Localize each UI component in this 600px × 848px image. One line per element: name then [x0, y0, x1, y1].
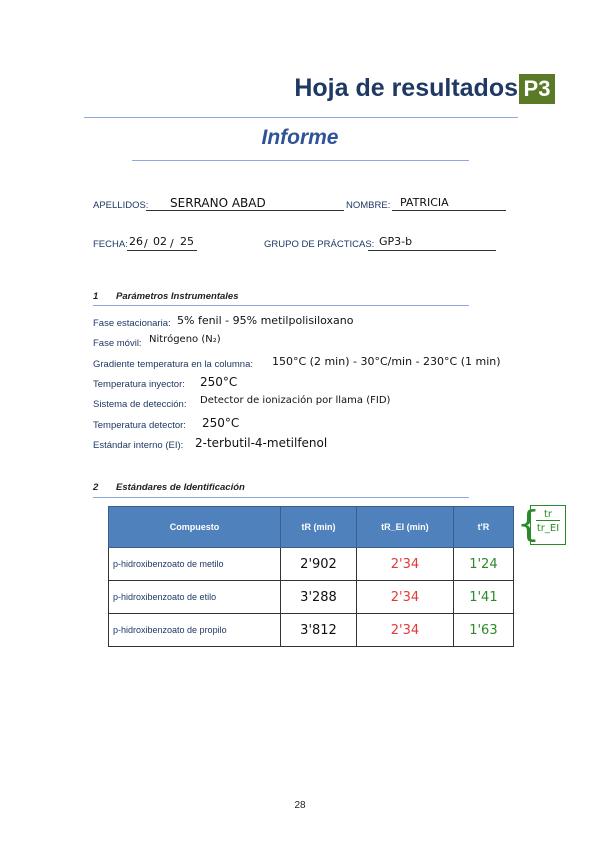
fecha-month[interactable]: 02: [153, 235, 167, 248]
compound-name: p-hidroxibenzoato de etilo: [109, 581, 281, 614]
col-header-tr: tR (min): [281, 507, 357, 548]
apellidos-value[interactable]: SERRANO ABAD: [170, 196, 266, 210]
param-value-gradiente[interactable]: 150°C (2 min) - 30°C/min - 230°C (1 min): [272, 355, 501, 368]
fecha-line: [127, 250, 197, 251]
param-label-temp-detector: Temperatura detector:: [93, 420, 186, 431]
tr-ei-value[interactable]: 2'34: [357, 548, 454, 581]
section-2-title: Estándares de Identificación: [116, 482, 245, 493]
compound-name: p-hidroxibenzoato de metilo: [109, 548, 281, 581]
tr-ei-value[interactable]: 2'34: [357, 581, 454, 614]
nombre-line: [392, 210, 506, 211]
param-label-gradiente: Gradiente temperatura en la columna:: [93, 359, 254, 370]
section-1-divider: [93, 305, 469, 306]
tr-value[interactable]: 2'902: [281, 548, 357, 581]
formula-denominator: tr_EI: [536, 523, 560, 534]
fecha-sep-2: /: [170, 237, 174, 250]
fecha-label: FECHA:: [93, 239, 128, 250]
brace-icon: {: [517, 504, 540, 545]
fecha-day[interactable]: 26: [129, 235, 143, 248]
identification-table: [108, 506, 514, 647]
table-row: [109, 548, 514, 581]
grupo-line: [368, 250, 496, 251]
page-number: 28: [294, 800, 306, 811]
trel-value[interactable]: 1'24: [453, 548, 513, 581]
col-header-compuesto: Compuesto: [109, 507, 281, 548]
report-subtitle: Informe: [261, 126, 339, 149]
param-value-temp-detector[interactable]: 250°C: [202, 416, 240, 430]
fecha-sep-1: /: [144, 237, 148, 250]
apellidos-line: [146, 210, 344, 211]
grupo-value[interactable]: GP3-b: [379, 235, 413, 248]
title-divider: [84, 117, 518, 118]
compound-name: p-hidroxibenzoato de propilo: [109, 614, 281, 647]
section-1-number: 1: [93, 291, 99, 302]
nombre-value[interactable]: PATRICIA: [400, 196, 449, 209]
apellidos-label: APELLIDOS:: [93, 200, 149, 211]
col-header-tr-ei: tR_EI (min): [357, 507, 454, 548]
param-value-fase-estacionaria[interactable]: 5% fenil - 95% metilpolisiloxano: [177, 314, 354, 327]
formula-numerator: tr: [536, 506, 560, 521]
tr-value[interactable]: 3'812: [281, 614, 357, 647]
practice-badge: P3: [519, 74, 555, 104]
param-value-fase-movil[interactable]: Nitrógeno (N₂): [149, 334, 221, 345]
formula-note: [530, 505, 566, 545]
section-2-number: 2: [93, 482, 99, 493]
param-label-estandar-interno: Estándar interno (EI):: [93, 440, 184, 451]
param-value-estandar-interno[interactable]: 2-terbutil-4-metilfenol: [195, 436, 328, 450]
table-row: [109, 614, 514, 647]
param-label-temp-inyector: Temperatura inyector:: [93, 379, 185, 390]
param-label-sistema-deteccion: Sistema de detección:: [93, 399, 187, 410]
col-header-trel: t'R: [453, 507, 513, 548]
trel-value[interactable]: 1'41: [453, 581, 513, 614]
nombre-label: NOMBRE:: [346, 200, 391, 211]
param-value-sistema-deteccion[interactable]: Detector de ionización por llama (FID): [200, 395, 391, 406]
tr-ei-value[interactable]: 2'34: [357, 614, 454, 647]
table-row: [109, 581, 514, 614]
param-value-temp-inyector[interactable]: 250°C: [200, 375, 238, 389]
grupo-label: GRUPO DE PRÁCTICAS:: [264, 239, 375, 250]
section-2-divider: [93, 497, 469, 498]
subtitle-divider: [132, 160, 469, 161]
section-1-title: Parámetros Instrumentales: [116, 291, 239, 302]
page-title: Hoja de resultados: [294, 74, 518, 102]
param-label-fase-estacionaria: Fase estacionaria:: [93, 318, 171, 329]
tr-value[interactable]: 3'288: [281, 581, 357, 614]
param-label-fase-movil: Fase móvil:: [93, 338, 142, 349]
trel-value[interactable]: 1'63: [453, 614, 513, 647]
fecha-year[interactable]: 25: [180, 235, 194, 248]
